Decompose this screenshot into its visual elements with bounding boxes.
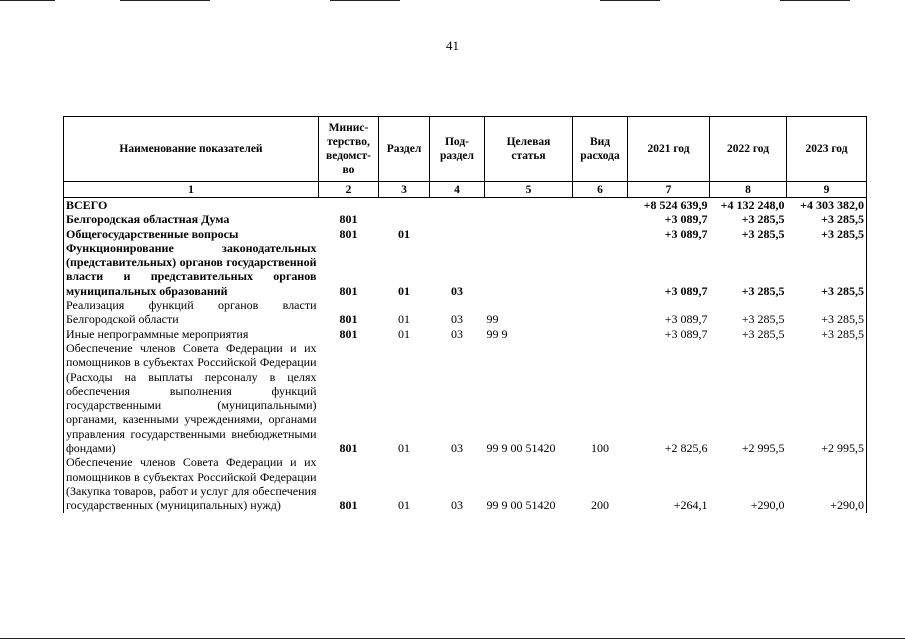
table-row xyxy=(64,212,867,226)
column-number-row xyxy=(64,182,867,198)
row-amount-2023: +3 285,5 xyxy=(821,226,864,241)
header-section: Раздел xyxy=(379,117,430,182)
row-ministry: 801 xyxy=(339,226,358,241)
row-target-article: 99 9 00 51420 xyxy=(486,498,556,513)
row-section: 01 xyxy=(398,283,410,298)
row-target-article: 99 9 00 51420 xyxy=(486,441,556,456)
header-year-2023: 2023 год xyxy=(787,117,867,182)
row-amount-2022: +4 132 248,0 xyxy=(720,198,785,212)
top-edge-line-2 xyxy=(120,0,210,1)
top-edge-line-4 xyxy=(600,0,660,1)
column-number: 5 xyxy=(485,182,573,198)
row-amount-2023: +3 285,5 xyxy=(821,326,864,341)
row-target-article xyxy=(485,198,573,213)
row-amount-2023: +3 285,5 xyxy=(821,283,864,298)
row-target-article: 99 xyxy=(486,312,499,327)
row-subsection xyxy=(430,212,485,226)
top-edge-line-3 xyxy=(330,0,400,1)
row-amount-2022: +3 285,5 xyxy=(741,226,785,241)
row-amount-2022: +3 285,5 xyxy=(741,326,785,341)
header-ministry: Минис- терство, ведомст- во xyxy=(319,117,379,182)
header-target-article: Целевая статья xyxy=(485,117,573,182)
column-number: 9 xyxy=(787,182,867,198)
top-edge-line-1 xyxy=(0,0,55,1)
row-subsection: 03 xyxy=(451,283,463,298)
row-name: Функционирование законодательных (представительных) органов государственной власти и представительных органов муниципальных образований xyxy=(66,240,317,298)
table-row xyxy=(64,455,867,512)
row-ministry: 801 xyxy=(339,212,358,227)
row-section xyxy=(379,198,430,213)
row-subsection xyxy=(430,198,485,213)
row-expense-type xyxy=(573,241,628,298)
row-amount-2023: +3 285,5 xyxy=(821,312,864,327)
row-ministry: 801 xyxy=(339,326,358,341)
column-number: 8 xyxy=(710,182,787,198)
row-expense-type: 200 xyxy=(591,498,609,513)
bottom-edge-line xyxy=(0,638,905,639)
row-subsection: 03 xyxy=(451,498,463,513)
row-target-article: 99 9 xyxy=(486,326,508,341)
row-subsection: 03 xyxy=(451,441,463,456)
row-amount-2022: +2 995,5 xyxy=(741,441,785,456)
row-expense-type: 100 xyxy=(591,441,609,456)
column-number: 1 xyxy=(64,182,319,198)
row-amount-2023: +290,0 xyxy=(830,498,864,513)
row-amount-2022: +290,0 xyxy=(750,498,785,513)
row-ministry: 801 xyxy=(339,498,358,513)
row-expense-type xyxy=(573,227,628,241)
row-name: Белгородская областная Дума xyxy=(66,212,230,227)
row-amount-2021: +2 825,6 xyxy=(664,441,708,456)
top-edge-line-5 xyxy=(780,0,850,1)
row-ministry: 801 xyxy=(339,312,358,327)
row-expense-type xyxy=(573,298,628,327)
row-amount-2022: +3 285,5 xyxy=(741,312,785,327)
header-row xyxy=(64,117,867,182)
header-subsection: Под- раздел xyxy=(430,117,485,182)
row-subsection: 03 xyxy=(451,326,463,341)
row-name: Иные непрограммные мероприятия xyxy=(66,326,249,341)
column-number: 7 xyxy=(628,182,710,198)
row-name: Обеспечение членов Совета Федерации и их помощников в субъектах Российской Федерации (Закупка товаров, работ и услуг для обеспечения государственных (муниципальных) нужд) xyxy=(66,455,317,513)
row-amount-2023: +2 995,5 xyxy=(821,441,864,456)
row-amount-2021: +3 089,7 xyxy=(664,326,708,341)
row-amount-2021: +3 089,7 xyxy=(664,212,708,227)
row-section: 01 xyxy=(398,326,410,341)
column-number: 4 xyxy=(430,182,485,198)
row-expense-type xyxy=(573,327,628,341)
budget-table xyxy=(63,116,867,513)
row-section: 01 xyxy=(398,312,410,327)
page-number: 41 xyxy=(446,38,459,53)
row-amount-2021: +264,1 xyxy=(673,498,708,513)
row-ministry: 801 xyxy=(339,283,358,298)
row-name: Реализация функций органов власти Белгородской области xyxy=(66,298,317,327)
row-name: ВСЕГО xyxy=(66,198,108,212)
table-row xyxy=(64,241,867,298)
column-number: 3 xyxy=(379,182,430,198)
table-row xyxy=(64,227,867,241)
row-subsection xyxy=(430,227,485,241)
header-expense-type: Вид расхода xyxy=(573,117,628,182)
row-amount-2023: +3 285,5 xyxy=(821,212,864,227)
row-amount-2021: +3 089,7 xyxy=(664,283,708,298)
row-target-article xyxy=(485,241,573,298)
row-section xyxy=(379,212,430,226)
row-section: 01 xyxy=(398,441,410,456)
row-target-article xyxy=(485,227,573,241)
row-expense-type xyxy=(573,212,628,226)
row-amount-2023: +4 303 382,0 xyxy=(800,198,864,212)
header-year-2021: 2021 год xyxy=(628,117,710,182)
row-subsection: 03 xyxy=(451,312,463,327)
column-number: 2 xyxy=(319,182,379,198)
header-name: Наименование показателей xyxy=(64,117,319,182)
row-amount-2021: +3 089,7 xyxy=(664,226,708,241)
header-year-2022: 2022 год xyxy=(710,117,787,182)
row-amount-2022: +3 285,5 xyxy=(741,283,785,298)
row-section: 01 xyxy=(398,498,410,513)
table-row-total xyxy=(64,198,867,213)
row-section: 01 xyxy=(398,226,410,241)
row-name: Общегосударственные вопросы xyxy=(66,226,239,241)
table-row xyxy=(64,298,867,327)
table-row xyxy=(64,341,867,455)
row-expense-type xyxy=(573,198,628,213)
row-amount-2021: +8 524 639,9 xyxy=(643,198,708,212)
row-ministry xyxy=(319,198,379,213)
row-amount-2021: +3 089,7 xyxy=(664,312,708,327)
row-amount-2022: +3 285,5 xyxy=(741,212,785,227)
row-target-article xyxy=(485,212,573,226)
row-name: Обеспечение членов Совета Федерации и их помощников в субъектах Российской Федерации (Расходы на выплаты персоналу в целях обеспечения выполнения функций государственными (муниципальными) органами, казенными учреждениями, органами управления государственными внебюджетными фондами) xyxy=(66,340,317,456)
table-row xyxy=(64,327,867,341)
column-number: 6 xyxy=(573,182,628,198)
row-ministry: 801 xyxy=(339,441,358,456)
